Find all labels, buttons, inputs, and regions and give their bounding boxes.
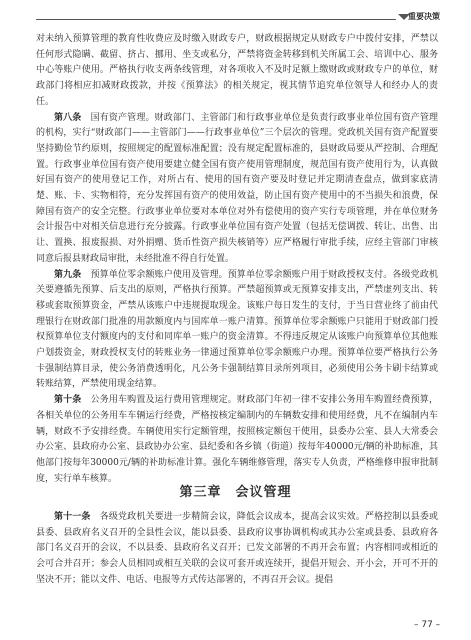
paragraph-text: 各级党政机关要进一步精简会议，降低会议成本，提高会议实效。严格控制以县委或县委、县政府名义召开的全县性会议，能以县委、县政府议事协调机构或其办公室或县委、县政府各部门名义召开的会议，不以县委、县政府名义召开；已发文部署的不再开会布置；内容相同或相近的会可合并召开；参会人员相同或相互关联的会议可套开或连续开，提倡开短会、开小会，开可不开的坚决不开；能以文件、电话、电报等方式传达部署的，不再召开会议。提倡 bbox=[36, 512, 438, 585]
article-number: 第十一条 bbox=[54, 512, 91, 522]
header-rule bbox=[36, 19, 396, 20]
article-number: 第九条 bbox=[54, 269, 82, 280]
document-body-top bbox=[36, 32, 438, 487]
page-number: – 77 – bbox=[414, 620, 441, 630]
paragraph-text: 对未纳入预算管理的教育性收费应及时缴入财政专户，财政根据规定从财政专户中拨付安排，严禁以任何形式隐瞒、截留、挤占、挪用、坐支或私分，严禁将资金转移到机关所属工会、培训中心、服务中心等账户使用。严格执行收支两条线管理，对各项收入不及时足额上缴财政或财政专户的单位，财政部门将相应扣减财政拨款，并按《预算法》的相关规定，视其情节追究单位领导人和经办人的责任。 bbox=[36, 34, 438, 107]
paragraph bbox=[36, 111, 438, 268]
document-body-bottom bbox=[36, 510, 438, 589]
paragraph bbox=[36, 393, 438, 487]
paragraph-text: 预算单位零余额账户使用及管理。预算单位零余额账户用于财政授权支付。各级党政机关要遵循先预算、后支出的原则，严格执行预算。严禁超预算或无预算安排支出，严禁虚列支出、转移或套取预算资金，严禁从该账户中违规提取现金。该账户每日发生的支付，于当日营业终了前由代理银行在财政部门批准的用款额度内与国库单一账户清算。预算单位零余额账户只能用于财政部门授权预算单位支付额度内的支付和同库单一账户的资金清算。不得违反规定从该账户向预算单位其他账户划拨资金，财政授权支付的转账业务一律通过预算单位零余额账户办理。预算单位要严格执行公务卡强制结算目录，使公务消费透明化，凡公务卡强制结算目录所列项目，必须使用公务卡刷卡结算或转账结算，严禁使用现金结算。 bbox=[36, 269, 438, 390]
paragraph bbox=[36, 268, 438, 394]
paragraph-text: 国有资产管理。财政部门、主管部门和行政事业单位是负责行政事业单位国有资产管理的机构，实行“财政部门——主管部门——行政事业单位”三个层次的管理。党政机关国有资产配置要坚持勤俭节约原则，按照规定的配置标准配置；没有规定配置标准的，县财政局要从严控制、合理配置。行政事业单位国有资产使用要建立健全国有资产使用管理制度，规范国有资产使用行为，认真做好国有资产的使用登记工作，对所占有、使用的国有资产要及时登记并定期清查盘点，做到家底清楚、账、卡、实物相符，充分发挥国有资产的使用效益，防止国有资产使用中的不当损失和浪费，保障国有资产的安全完整。行政事业单位要对本单位对外有偿使用的资产实行专项管理，并在单位财务会计报告中对相关信息进行充分披露。行政事业单位国有资产处置（包括无偿调拨、转让、出售、出让、置换、报废报损、对外捐赠、货币性资产损失核销等）应严格履行审批手续，应经主管部门审核同意后报县财政局审批，未经批准不得自行处置。 bbox=[36, 112, 438, 264]
chapter-heading bbox=[0, 481, 471, 500]
chapter-number: 第三章 bbox=[179, 485, 222, 500]
paragraph bbox=[36, 32, 438, 111]
chapter-title: 会议管理 bbox=[235, 485, 292, 500]
article-number: 第十条 bbox=[54, 395, 82, 406]
paragraph-text: 公务用车购置及运行费用管理规定。财政部门年初一律不安排公务用车购置经费预算，各相关单位的公务用车车辆运行经费，严格按核定编制内的车辆数安排和使用经费，凡不在编制内车辆，财政不予安排经费。车辆使用实行定额管理，按照核定额包干使用，县委办公室、县人大常委会办公室、县政府办公室、县政协办公室、县纪委和各乡镇（街道）按每年40000元/辆的补助标准，其他部门按每年30000元/辆的补助标准计算。强化车辆维修管理，落实专人负责，严格维修申报审批制度，实行单车核算。 bbox=[36, 395, 438, 484]
article-number: 第八条 bbox=[54, 112, 82, 123]
running-header-title: 重要决策 bbox=[408, 12, 440, 21]
paragraph bbox=[36, 510, 438, 589]
